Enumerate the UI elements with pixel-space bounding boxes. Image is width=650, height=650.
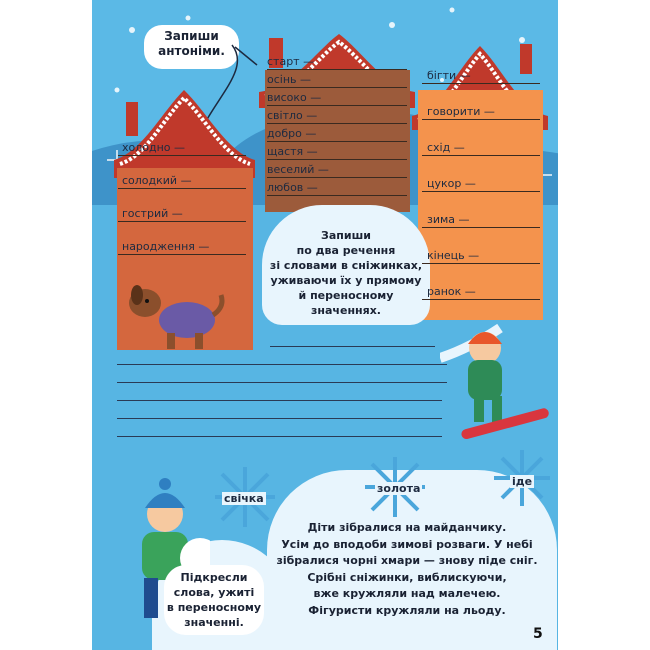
sentences-instruction-line: й переносному: [298, 289, 394, 302]
story-line: Діти зібралися на майданчику.: [307, 521, 507, 534]
snowboarder-illustration: [440, 318, 555, 448]
house_middle_words-answer-line[interactable]: [267, 177, 407, 178]
house_left_words-answer-line[interactable]: [118, 188, 246, 189]
story-line: Фігуристи кружляли на льоду.: [308, 603, 506, 617]
house_middle_words-answer-line[interactable]: [267, 87, 407, 88]
house_right_words-word: цукор —: [427, 177, 476, 190]
house_right_words-answer-line[interactable]: [422, 155, 540, 156]
house_right_words-word: ранок —: [427, 285, 476, 298]
story-text: [262, 520, 552, 619]
house_middle_words-word: щастя —: [267, 145, 318, 158]
underline-instruction-line: Підкресли: [180, 571, 248, 584]
story-line: Срібні сніжинки, виблискуючи,: [307, 570, 507, 584]
house_middle_words-answer-line[interactable]: [267, 69, 407, 70]
house_right_words-answer-line[interactable]: [422, 191, 540, 192]
snowflake-word-1: свічка: [224, 492, 264, 505]
house_right_words-answer-line[interactable]: [422, 119, 540, 120]
house_right_words-answer-line[interactable]: [422, 299, 540, 300]
house_right_words-word: говорити —: [427, 105, 495, 118]
house_left_words-word: гострий —: [122, 207, 183, 220]
story-line: вже кружляли над малечею.: [313, 587, 501, 600]
snowflake-word-2: золота: [377, 482, 421, 495]
writing-line[interactable]: [270, 346, 435, 347]
house_left_words-word: холодно —: [122, 141, 186, 154]
house_left_words-answer-line[interactable]: [118, 155, 246, 156]
house_middle_words-word: веселий —: [267, 163, 329, 176]
sentences-instruction-line: зі словами в сніжинках,: [269, 259, 423, 272]
writing-line[interactable]: [117, 400, 442, 401]
underline-instruction-line: слова, ужиті: [173, 586, 255, 599]
antonyms-instruction-text: Запиши антоніми.: [158, 29, 225, 58]
house_right_words-answer-line[interactable]: [422, 83, 540, 84]
house_left_words-word: народження —: [122, 240, 210, 253]
house_middle_words-answer-line[interactable]: [267, 141, 407, 142]
house_middle_words-word: світло —: [267, 109, 318, 122]
house_middle_words-word: осінь —: [267, 73, 312, 86]
house_middle_words-answer-line[interactable]: [267, 105, 407, 106]
sentences-instruction-line: Запиши: [321, 229, 371, 242]
house_middle_words-word: високо —: [267, 91, 322, 104]
house-left-roof: [112, 82, 257, 182]
writing-line[interactable]: [117, 382, 447, 383]
house_middle_words-word: добро —: [267, 127, 317, 140]
house_left_words-answer-line[interactable]: [118, 254, 246, 255]
writing-line[interactable]: [117, 436, 442, 437]
snowflake-word-3: іде: [512, 475, 533, 488]
page-sheet: [92, 0, 558, 650]
house_left_words-word: солодкий —: [122, 174, 192, 187]
house_middle_words-word: любов —: [267, 181, 318, 194]
story-line: Усім до вподоби зимові розваги. У небі: [281, 537, 533, 551]
underline-instruction: [164, 565, 264, 635]
house_middle_words-word: старт —: [267, 55, 315, 68]
sentences-instruction-line: по два речення: [296, 244, 396, 257]
house_right_words-word: зима —: [427, 213, 470, 226]
house_middle_words-answer-line[interactable]: [267, 195, 407, 196]
sentences-instruction: [262, 228, 430, 318]
sentences-instruction-line: значеннях.: [311, 304, 381, 317]
story-line: зібралися чорні хмари — знову піде сніг.: [276, 554, 538, 567]
house_right_words-answer-line[interactable]: [422, 227, 540, 228]
underline-instruction-line: в переносному: [166, 601, 262, 614]
house_left_words-answer-line[interactable]: [118, 221, 246, 222]
dog-illustration: [117, 275, 227, 355]
writing-line[interactable]: [117, 364, 447, 365]
page-number: 5: [533, 626, 543, 642]
house_right_words-answer-line[interactable]: [422, 263, 540, 264]
underline-instruction-line: значенні.: [184, 616, 244, 629]
house_right_words-word: бігти —: [427, 69, 471, 82]
house_right_words-word: кінець —: [427, 249, 480, 262]
house_middle_words-answer-line[interactable]: [267, 123, 407, 124]
house_right_words-word: схід —: [427, 141, 465, 154]
writing-line[interactable]: [117, 418, 442, 419]
sentences-instruction-line: уживаючи їх у прямому: [270, 274, 422, 287]
house_middle_words-answer-line[interactable]: [267, 159, 407, 160]
